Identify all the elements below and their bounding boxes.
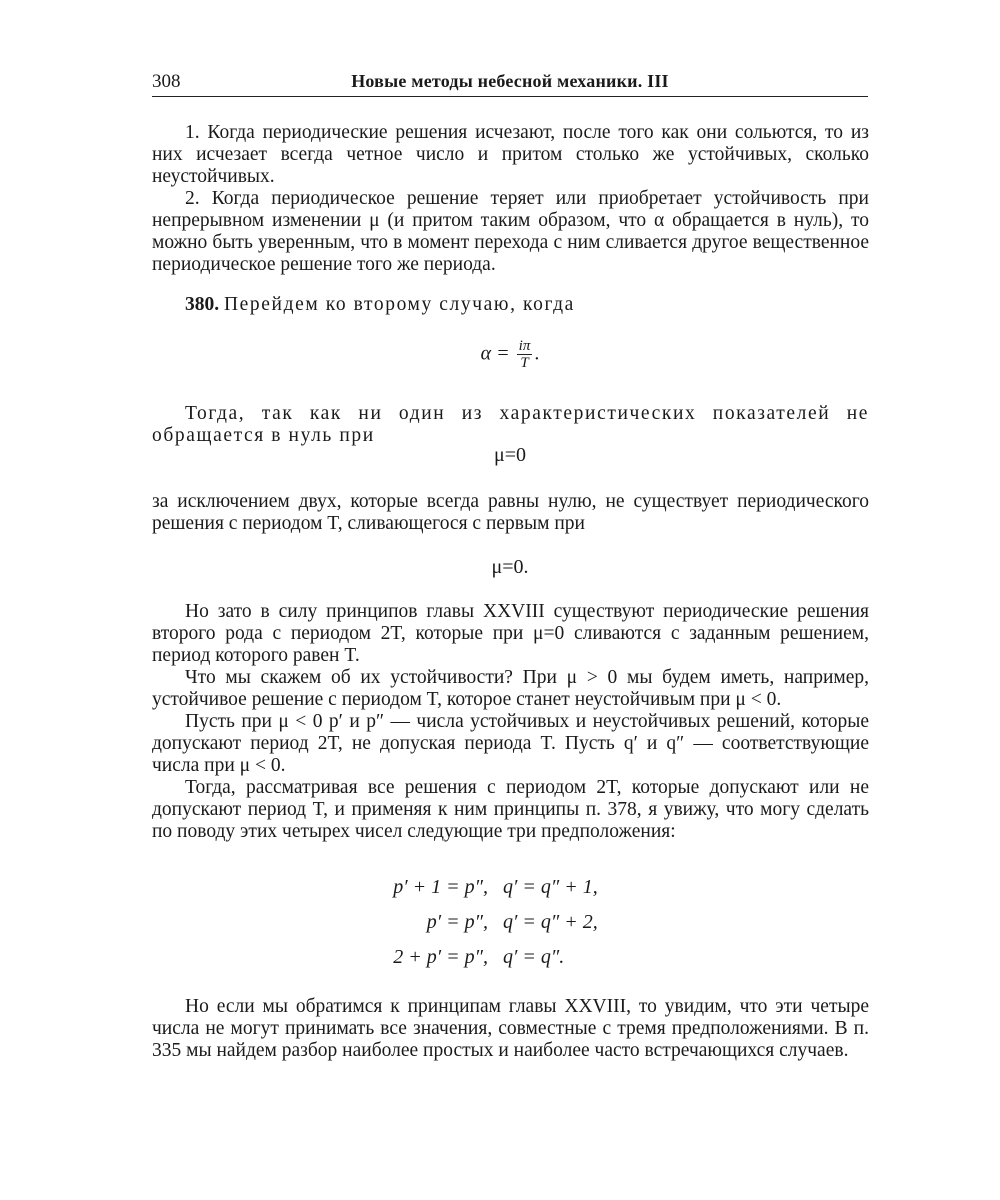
formula-alpha-fraction (517, 338, 533, 372)
text-block-5 (152, 996, 869, 1062)
running-header (152, 68, 868, 97)
formula-alpha (440, 338, 580, 372)
formula-mu-zero: μ=0 (493, 444, 526, 466)
equation-right: q′ = q″ + 2, (503, 911, 598, 933)
text-block-4 (152, 601, 869, 843)
paragraph-item-1: 1. Когда периодические решения исчезают, после того как они сольются, то из них исчезает всегда четное число и притом столько же устойчивых, сколько неустойчивых. (152, 122, 869, 187)
formula-mu-zero-2: μ=0. (491, 556, 529, 578)
equation-left: 2 + p′ = p″, (393, 946, 488, 968)
text-block-1 (152, 122, 869, 276)
section-number: 380. (185, 294, 220, 315)
equation-row (300, 946, 700, 981)
page-number: 308 (152, 71, 181, 92)
paragraph-stability: Что мы скажем об их устойчивости? При μ > 0 мы будем иметь, например, устойчивое решение с периодом T, которое станет неустойчивым при μ < 0. (152, 667, 869, 710)
equation-left: p′ + 1 = p″, (393, 876, 488, 898)
fraction-numerator: iπ (518, 338, 531, 354)
paragraph-second-kind: Но зато в силу принципов главы XXVIII существуют периодические решения второго рода с периодом 2T, которые при μ=0 сливаются с заданным решением, период которого равен T. (152, 601, 869, 666)
running-title: Новые методы небесной механики. III (351, 71, 669, 91)
section-380-heading (152, 294, 869, 316)
equation-system (300, 876, 700, 981)
equation-right: q′ = q″ + 1, (503, 876, 598, 898)
fraction-denominator: T (520, 355, 529, 371)
text-block-2 (152, 403, 869, 447)
equation-right: q′ = q″. (503, 946, 565, 968)
equation-left: p′ = p″, (426, 911, 488, 933)
formula-alpha-end: . (534, 342, 540, 365)
paragraph-conclusion: Но если мы обратимся к принципам главы XXVIII, то увидим, что эти четыре числа не могут принимать все значения, совместные с тремя предположениями. В п. 335 мы найдем разбор наиболее простых и наиболее часто встречающихся случаев. (152, 996, 869, 1061)
equation-row (300, 911, 700, 946)
equation-row (300, 876, 700, 911)
text-block-3 (152, 491, 869, 535)
paragraph-counts: Пусть при μ < 0 p′ и p″ — числа устойчивых и неустойчивых решений, которые допускают период 2T, не допуская периода T. Пусть q′ и q″ — соответствующие числа при μ < 0. (152, 711, 869, 776)
section-intro: Перейдем ко второму случаю, когда (224, 294, 575, 315)
paragraph-exception: за исключением двух, которые всегда равны нулю, не существует периодического решения с периодом T, сливающегося с первым при (152, 491, 869, 534)
formula-alpha-lhs: α = (480, 342, 510, 365)
paragraph-assumptions: Тогда, рассматривая все решения с периодом 2T, которые допускают или не допускают период T, и применяя к ним принципы п. 378, я увижу, что могу сделать по поводу этих четырех чисел следующие три предположения: (152, 777, 869, 842)
paragraph-item-2: 2. Когда периодическое решение теряет или приобретает устойчивость при непрерывном изменении μ (и притом таким образом, что α обращается в нуль), то можно быть уверенным, что в момент перехода с ним сливается другое вещественное периодическое решение того же периода. (152, 188, 869, 275)
paragraph-condition: Тогда, так как ни один из характеристических показателей не обращается в нуль при (152, 403, 869, 446)
